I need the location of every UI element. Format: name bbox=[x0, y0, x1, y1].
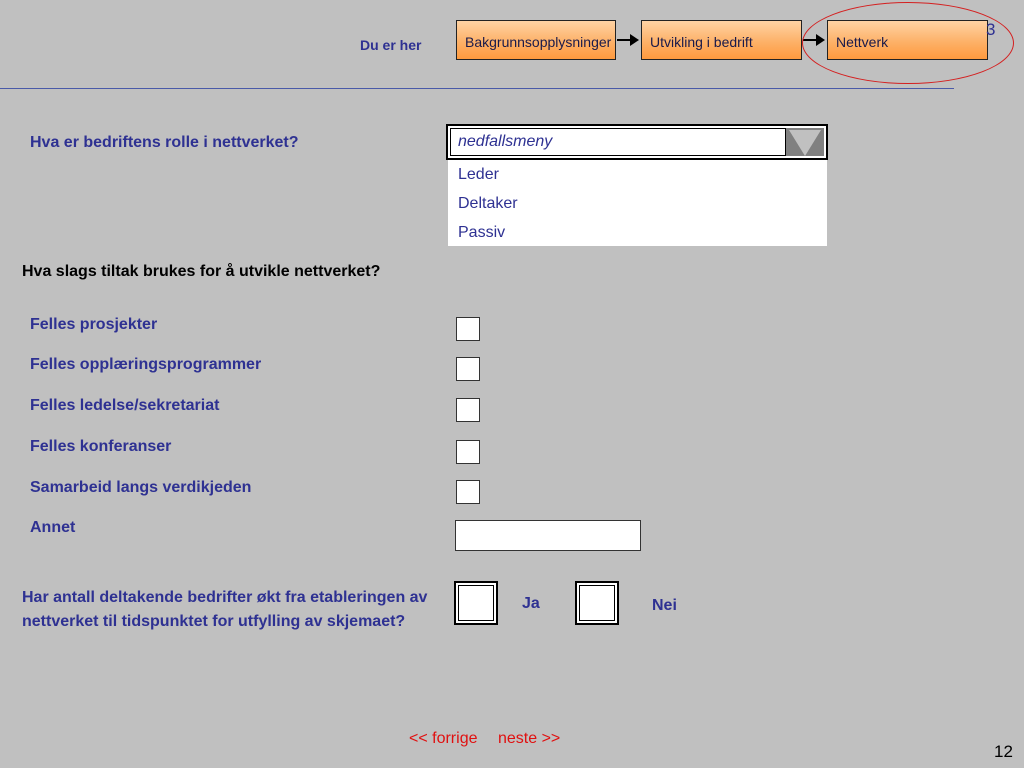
dropdown-option-deltaker[interactable]: Deltaker bbox=[458, 195, 518, 212]
dropdown-option-passiv[interactable]: Passiv bbox=[458, 224, 506, 241]
arrow-right-icon bbox=[617, 39, 637, 41]
step-bakgrunnsopplysninger[interactable]: Bakgrunnsopplysninger bbox=[456, 20, 616, 60]
checkbox-konferanser[interactable] bbox=[456, 440, 480, 464]
question-tiltak: Hva slags tiltak brukes for å utvikle nettverket? bbox=[22, 263, 381, 280]
checkbox-ledelse[interactable] bbox=[456, 398, 480, 422]
prev-link[interactable]: << forrige bbox=[409, 730, 478, 747]
page-number: 12 bbox=[994, 742, 1013, 761]
tiltak-label-annet: Annet bbox=[30, 519, 76, 536]
tiltak-label-opplaering: Felles opplæringsprogrammer bbox=[30, 356, 262, 373]
rolle-dropdown[interactable] bbox=[446, 124, 828, 160]
label-nei: Nei bbox=[652, 597, 677, 614]
step-nettverk[interactable]: Nettverk bbox=[827, 20, 988, 60]
question-rolle: Hva er bedriftens rolle i nettverket? bbox=[30, 134, 299, 151]
partial-number: 3 bbox=[986, 20, 996, 39]
header-divider bbox=[0, 88, 954, 89]
tiltak-label-konferanser: Felles konferanser bbox=[30, 438, 172, 455]
current-step-highlight bbox=[802, 2, 1014, 84]
checkbox-nei[interactable] bbox=[575, 581, 619, 625]
tiltak-label-prosjekter: Felles prosjekter bbox=[30, 316, 158, 333]
chevron-down-icon[interactable] bbox=[785, 128, 824, 156]
question-antall: Har antall deltakende bedrifter økt fra etableringen av nettverket til tidspunktet for utfylling av skjemaet? bbox=[22, 589, 428, 630]
annet-input[interactable] bbox=[455, 520, 641, 551]
tiltak-label-verdikjeden: Samarbeid langs verdikjeden bbox=[30, 479, 252, 496]
step-utvikling-i-bedrift[interactable]: Utvikling i bedrift bbox=[641, 20, 802, 60]
checkbox-opplaering[interactable] bbox=[456, 357, 480, 381]
checkbox-prosjekter[interactable] bbox=[456, 317, 480, 341]
breadcrumb-label: Du er her bbox=[360, 37, 422, 53]
next-link[interactable]: neste >> bbox=[498, 730, 561, 747]
label-ja: Ja bbox=[522, 595, 540, 612]
dropdown-option-leder[interactable]: Leder bbox=[458, 166, 499, 183]
checkbox-ja[interactable] bbox=[454, 581, 498, 625]
dropdown-value: nedfallsmeny bbox=[458, 133, 553, 150]
checkbox-verdikjeden[interactable] bbox=[456, 480, 480, 504]
tiltak-label-ledelse: Felles ledelse/sekretariat bbox=[30, 397, 220, 414]
dropdown-list bbox=[448, 160, 827, 246]
